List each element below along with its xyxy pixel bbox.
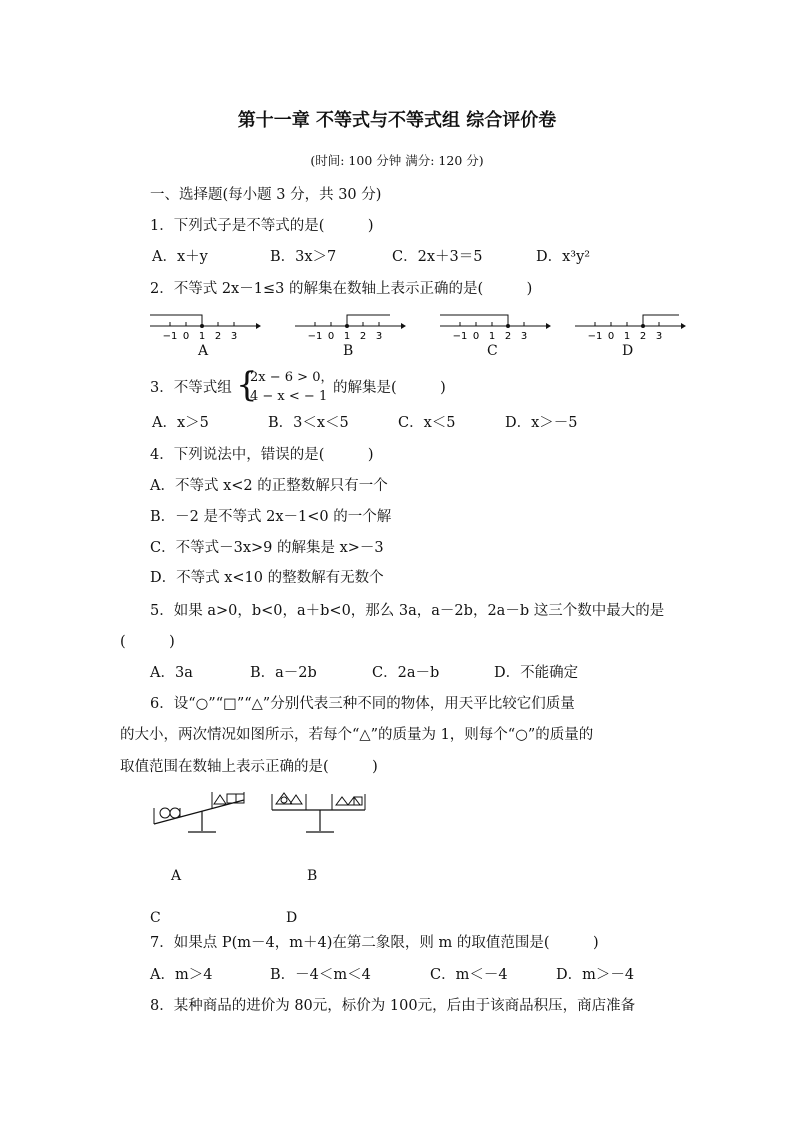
balance-figure-1 <box>150 788 250 838</box>
q2-label-b: B <box>343 343 354 359</box>
q1-option-b: B．3x＞7 <box>270 249 337 265</box>
question-2-stem: 2．不等式 2x－1≤3 的解集在数轴上表示正确的是( ) <box>150 281 533 297</box>
tick-label: 2 <box>359 331 367 342</box>
question-6-line-2: 的大小，两次情况如图所示，若每个“△”的质量为 1，则每个“○”的质量的 <box>120 727 594 743</box>
tick-label: −1 <box>587 331 603 342</box>
q5-option-c: C．2a－b <box>372 665 440 681</box>
tick-label: 3 <box>375 331 383 342</box>
q6-label-b: B <box>307 868 318 884</box>
q1-option-c: C．2x＋3＝5 <box>392 249 483 265</box>
q2-numberline-d <box>575 310 685 344</box>
tick-label: 1 <box>198 331 206 342</box>
q4-option-d: D．不等式 x<10 的整数解有无数个 <box>150 570 384 586</box>
exam-info: (时间: 100 分钟 满分: 120 分) <box>310 153 484 168</box>
q7-option-c: C．m＜－4 <box>430 967 508 983</box>
q2-numberline-c <box>440 310 550 344</box>
q2-numberline-b <box>295 310 405 344</box>
inequality-1: 2x − 6 > 0， <box>250 370 334 385</box>
q5-option-d: D．不能确定 <box>494 665 579 681</box>
inequality-2: 4 − x < − 1 <box>250 389 328 404</box>
tick-label: 1 <box>488 331 496 342</box>
q3-option-c: C．x＜5 <box>398 415 456 431</box>
q4-option-a: A．不等式 x<2 的正整数解只有一个 <box>150 478 388 494</box>
balance-figure-2 <box>270 788 370 838</box>
question-3-stem-post: 的解集是( ) <box>333 380 446 396</box>
q6-label-c: C <box>150 910 161 926</box>
tick-label: 3 <box>520 331 528 342</box>
q3-option-d: D．x＞－5 <box>505 415 578 431</box>
tick-label: 1 <box>623 331 631 342</box>
section-heading: 一、选择题(每小题 3 分，共 30 分) <box>150 187 382 203</box>
question-3-stem-pre: 3．不等式组 <box>150 380 232 396</box>
tick-label: 0 <box>182 331 190 342</box>
q2-numberline-a <box>150 310 260 344</box>
page-title: 第十一章 不等式与不等式组 综合评价卷 <box>237 110 557 131</box>
tick-label: −1 <box>452 331 468 342</box>
tick-label: −1 <box>307 331 323 342</box>
q2-label-d: D <box>622 343 634 359</box>
tick-label: −1 <box>162 331 178 342</box>
tick-label: 2 <box>214 331 222 342</box>
q6-label-a: A <box>171 868 182 884</box>
q2-label-a: A <box>198 343 209 359</box>
question-6-line-3: 取值范围在数轴上表示正确的是( ) <box>120 759 378 775</box>
q3-option-a: A．x＞5 <box>152 415 209 431</box>
q6-label-d: D <box>286 910 298 926</box>
tick-label: 2 <box>639 331 647 342</box>
question-1-stem: 1．下列式子是不等式的是( ) <box>150 218 374 234</box>
question-8-stem: 8．某种商品的进价为 80元，标价为 100元，后由于该商品积压，商店准备 <box>150 998 636 1014</box>
tick-label: 1 <box>343 331 351 342</box>
tick-label: 3 <box>230 331 238 342</box>
question-7-stem: 7．如果点 P(m－4，m＋4)在第二象限，则 m 的取值范围是( ) <box>150 935 599 951</box>
tick-label: 2 <box>504 331 512 342</box>
tick-label: 0 <box>472 331 480 342</box>
q7-option-d: D．m＞－4 <box>556 967 635 983</box>
question-5-stem: 5．如果 a>0，b<0，a＋b<0，那么 3a，a－2b，2a－b 这三个数中最大的是 <box>150 603 665 619</box>
q1-option-a: A．x＋y <box>152 249 208 265</box>
q4-option-c: C．不等式－3x>9 的解集是 x>－3 <box>150 540 384 556</box>
tick-label: 0 <box>327 331 335 342</box>
q7-option-b: B．－4＜m＜4 <box>270 967 371 983</box>
q1-option-d: D．x³y² <box>536 249 591 265</box>
system-brace: { <box>236 365 258 405</box>
question-4-stem: 4．下列说法中，错误的是( ) <box>150 447 374 463</box>
tick-label: 3 <box>655 331 663 342</box>
q4-option-b: B．－2 是不等式 2x－1<0 的一个解 <box>150 509 392 525</box>
tick-label: 0 <box>607 331 615 342</box>
q3-option-b: B．3＜x＜5 <box>268 415 349 431</box>
q5-option-a: A．3a <box>150 665 193 681</box>
q2-label-c: C <box>487 343 498 359</box>
question-6-line-1: 6．设“○”“□”“△”分别代表三种不同的物体，用天平比较它们质量 <box>150 696 575 712</box>
q7-option-a: A．m＞4 <box>150 967 213 983</box>
question-5-stem-cont: ( ) <box>120 634 175 650</box>
q5-option-b: B．a－2b <box>250 665 317 681</box>
